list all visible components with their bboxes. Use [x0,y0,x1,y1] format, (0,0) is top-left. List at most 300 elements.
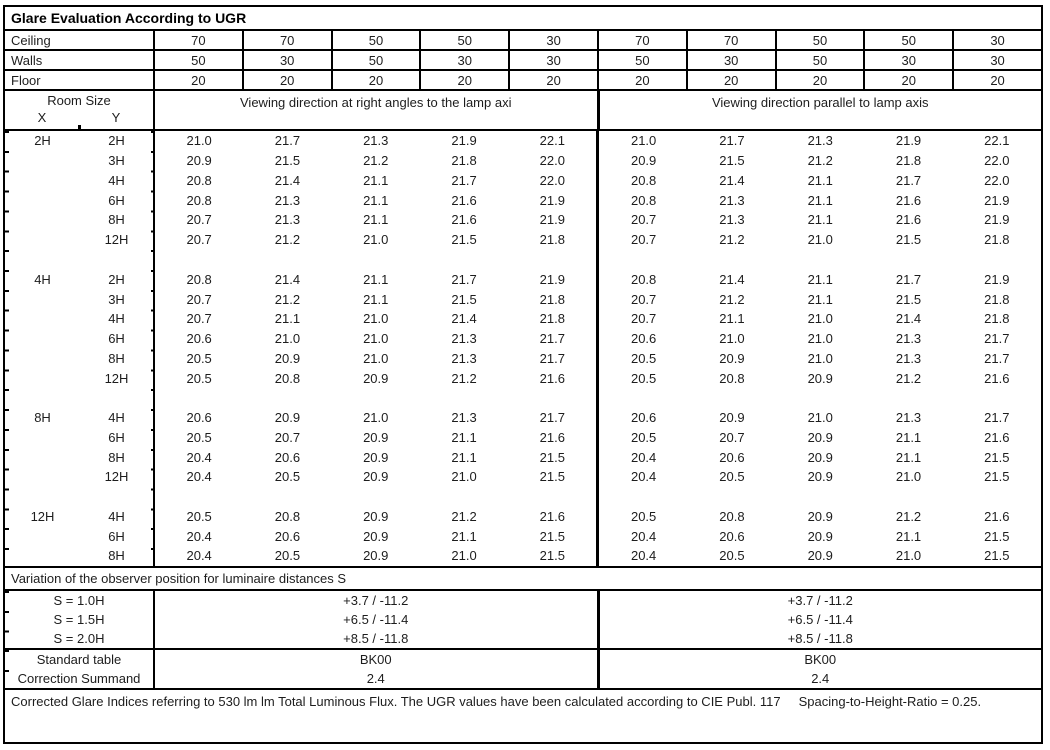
ugr-value: 21.5 [984,548,1010,564]
ugr-value: 20.7 [186,232,212,248]
ugr-value: 20.4 [186,528,212,544]
ugr-value: 20.9 [274,350,301,366]
ugr-value: 20.6 [630,331,657,347]
spacer-cell [599,388,687,408]
ugr-value: 21.3 [719,192,745,208]
variation-value-right: +3.7 / -11.2 [787,593,853,608]
ugr-value: 20.5 [630,350,657,366]
room-y-value: 8H [80,348,155,368]
ugr-value: 22.1 [508,131,599,151]
spacer-cell [155,250,243,270]
ugr-value: 21.0 [807,410,833,426]
ugr-value: 21.0 [363,311,389,327]
spacer-cell [508,487,599,507]
variation-value-left: +3.7 / -11.2 [155,591,600,610]
ugr-value: 21.7 [719,133,745,149]
ugr-value: 21.3 [895,350,922,366]
spacer-cell [776,487,864,507]
group-spacer-row [5,487,1041,507]
ugr-value: 20.8 [630,172,657,188]
ugr-value: 21.1 [719,311,745,327]
ugr-value: 21.0 [895,469,922,485]
ugr-value: 20.5 [274,469,301,485]
spacer-cell [864,487,952,507]
ugr-value: 21.0 [363,331,389,347]
ugr-value: 21.6 [451,192,477,208]
ugr-value: 21.6 [508,427,599,447]
ugr-value: 20.7 [186,291,212,307]
room-y-value: 8H [80,447,155,467]
surface-label: Ceiling [5,31,155,49]
ugr-value: 20.9 [719,350,745,366]
ugr-value: 21.5 [508,546,599,566]
observer-variation-section [5,591,1041,650]
ugr-row [5,230,1041,250]
ugr-value: 21.2 [274,291,301,307]
ugr-row [5,210,1041,230]
room-size-axis-labels [5,110,153,125]
ugr-value: 21.7 [451,271,477,287]
surface-value: 20 [244,71,333,89]
ugr-value: 21.1 [451,449,477,465]
room-size-y-label: Y [111,110,121,125]
ugr-value: 21.4 [895,311,922,327]
ugr-value: 20.6 [719,528,745,544]
ugr-value: 21.1 [895,449,922,465]
ugr-value: 21.2 [807,153,833,169]
room-y-value: 8H [80,210,155,230]
ugr-value: 20.9 [630,153,657,169]
ugr-value: 21.1 [895,429,922,445]
ugr-value: 21.1 [363,172,389,188]
ugr-value: 21.5 [895,291,922,307]
ugr-value: 20.5 [630,370,657,386]
spacer-cell [5,250,80,270]
ugr-value: 21.4 [274,271,301,287]
ugr-value: 21.2 [363,153,389,169]
surface-value: 30 [510,51,599,69]
ugr-value: 20.8 [274,508,301,524]
page-title: Glare Evaluation According to UGR [5,7,1041,31]
surface-value: 70 [688,31,777,49]
ugr-value: 20.7 [186,311,212,327]
ugr-row [5,546,1041,566]
room-y-value: 4H [80,171,155,191]
surface-value: 20 [421,71,510,89]
ugr-value: 20.5 [186,508,212,524]
table-header-row [5,91,1041,131]
ugr-value: 21.3 [274,192,301,208]
surface-value: 30 [865,51,954,69]
ugr-row [5,289,1041,309]
ugr-value: 21.1 [807,192,833,208]
ugr-value: 21.8 [508,289,599,309]
ugr-value: 20.7 [630,291,657,307]
ugr-value: 22.0 [984,172,1010,188]
ugr-value: 21.6 [508,507,599,527]
ugr-value: 21.0 [451,469,477,485]
ugr-value: 20.5 [630,508,657,524]
ugr-value: 21.1 [363,291,389,307]
room-x-value [5,526,80,546]
ugr-value: 21.2 [451,370,477,386]
ugr-value: 20.9 [363,528,389,544]
ugr-value: 20.4 [186,449,212,465]
spacer-cell [80,388,155,408]
ugr-value: 21.3 [451,331,477,347]
ugr-value: 21.5 [508,467,599,487]
spacer-cell [688,250,776,270]
room-x-value [5,309,80,329]
spacer-cell [508,250,599,270]
spacer-cell [332,250,420,270]
ugr-value: 22.0 [984,153,1010,169]
room-x-value [5,190,80,210]
surface-value: 30 [688,51,777,69]
ugr-value: 21.0 [363,232,389,248]
surface-label: Floor [5,71,155,89]
ugr-value: 21.1 [807,271,833,287]
spacer-cell [5,487,80,507]
room-x-value: 8H [34,410,51,426]
ugr-row [5,151,1041,171]
ugr-report-table [3,5,1043,744]
ugr-value: 21.1 [363,271,389,287]
surface-value: 30 [421,51,510,69]
ugr-value: 21.2 [895,508,922,524]
ugr-value: 21.7 [984,331,1010,347]
ugr-value: 21.7 [508,348,599,368]
ugr-value: 21.8 [508,230,599,250]
footer-note: Corrected Glare Indices referring to 530 lm lm Total Luminous Flux. The UGR values have been calculated according to CIE Publ. 117 Spacing-to-Height-Ratio = 0.25. [11,694,982,709]
ugr-value: 22.0 [508,171,599,191]
room-x-value [5,230,80,250]
ugr-value: 21.2 [719,232,745,248]
surface-reflectance-section [5,31,1041,91]
ugr-value: 21.0 [186,133,212,149]
ugr-value: 21.6 [984,370,1010,386]
ugr-value: 21.1 [807,291,833,307]
ugr-row [5,131,1041,151]
ugr-value: 21.0 [807,331,833,347]
ugr-value: 20.5 [186,350,212,366]
group-spacer-row [5,250,1041,270]
variation-value-right: +6.5 / -11.4 [787,612,853,627]
ugr-value: 20.4 [630,548,657,564]
ugr-value: 21.2 [719,291,745,307]
ugr-value: 20.5 [274,548,301,564]
ugr-row [5,368,1041,388]
room-y-value: 4H [80,507,155,527]
ugr-value: 20.4 [630,469,657,485]
ugr-value: 21.7 [895,271,922,287]
ugr-value: 20.7 [630,311,657,327]
ugr-value: 20.8 [630,271,657,287]
spacer-cell [508,388,599,408]
ugr-value: 21.5 [508,526,599,546]
ugr-value: 20.6 [630,410,657,426]
ugr-row [5,447,1041,467]
ugr-value: 21.7 [508,408,599,428]
luminaire-distance-label: S = 1.0H [5,591,155,610]
ugr-value: 20.5 [630,429,657,445]
ugr-value: 21.3 [895,410,922,426]
ugr-value: 21.9 [508,210,599,230]
room-y-value: 2H [80,269,155,289]
ugr-value: 20.9 [807,528,833,544]
ugr-value: 21.9 [984,192,1010,208]
ugr-value: 20.9 [807,548,833,564]
ugr-value: 20.8 [630,192,657,208]
ugr-value: 21.5 [984,528,1010,544]
ugr-value: 20.6 [274,449,301,465]
variation-value-right: +8.5 / -11.8 [787,631,853,646]
surface-value: 20 [777,71,866,89]
ugr-value: 21.7 [895,172,922,188]
spacer-cell [332,388,420,408]
room-y-value: 12H [80,467,155,487]
luminaire-distance-label: S = 2.0H [5,629,155,648]
room-x-value [5,348,80,368]
ugr-value: 20.9 [186,153,212,169]
ugr-value: 21.1 [807,172,833,188]
ugr-value: 21.4 [451,311,477,327]
spacer-cell [688,388,776,408]
room-y-value: 6H [80,427,155,447]
room-x-value [5,289,80,309]
room-x-value [5,368,80,388]
ugr-value: 21.4 [719,271,745,287]
ugr-value: 20.7 [630,232,657,248]
summary-value-right: 2.4 [811,671,830,686]
surface-value: 20 [155,71,244,89]
room-y-value: 3H [80,289,155,309]
ugr-value: 21.3 [895,331,922,347]
ugr-value: 21.5 [274,153,301,169]
ugr-value: 21.6 [895,212,922,228]
ugr-value: 20.4 [630,449,657,465]
room-x-value: 2H [34,133,51,149]
variation-value-left: +6.5 / -11.4 [155,610,600,629]
ugr-value: 21.1 [363,212,389,228]
ugr-value: 20.8 [274,370,301,386]
ugr-value: 20.5 [186,370,212,386]
surface-value: 30 [990,52,1005,68]
room-size-header [5,91,155,129]
spacer-cell [420,487,508,507]
surface-value: 20 [990,72,1005,88]
summary-label: Standard table [5,650,155,669]
ugr-value: 20.6 [186,331,212,347]
ugr-value: 21.2 [895,370,922,386]
room-y-value: 6H [80,190,155,210]
ugr-value: 21.6 [984,429,1010,445]
ugr-value: 21.2 [451,508,477,524]
ugr-value: 20.9 [807,429,833,445]
spacer-cell [332,487,420,507]
ugr-value: 20.5 [186,429,212,445]
spacer-cell [599,250,687,270]
surface-row [5,51,1041,71]
ugr-row [5,507,1041,527]
ugr-value: 20.7 [630,212,657,228]
ugr-value: 20.4 [186,469,212,485]
surface-value: 70 [599,31,688,49]
spacer-cell [953,250,1041,270]
room-x-value [5,447,80,467]
ugr-row [5,526,1041,546]
ugr-value: 20.6 [186,410,212,426]
ugr-value: 22.0 [508,151,599,171]
spacer-cell [776,388,864,408]
spacer-cell [599,487,687,507]
ugr-value: 20.8 [186,192,212,208]
xy-divider-tick [78,125,81,129]
luminaire-distance-label: S = 1.5H [5,610,155,629]
ugr-value: 20.5 [719,548,745,564]
surface-value: 20 [333,71,422,89]
ugr-value: 21.2 [274,232,301,248]
surface-value: 50 [155,51,244,69]
spacer-cell [80,250,155,270]
ugr-value: 20.7 [719,429,745,445]
ugr-value: 21.9 [895,133,922,149]
ugr-value: 21.7 [984,410,1010,426]
ugr-value: 21.4 [719,172,745,188]
surface-value: 50 [333,51,422,69]
room-x-value [5,329,80,349]
ugr-value: 21.9 [451,133,477,149]
ugr-value: 21.1 [451,429,477,445]
ugr-value: 21.8 [895,153,922,169]
room-x-value [5,171,80,191]
surface-value: 50 [599,51,688,69]
ugr-value: 20.9 [363,429,389,445]
room-size-label: Room Size [47,93,111,108]
surface-value: 20 [599,71,688,89]
ugr-value: 21.9 [508,269,599,289]
ugr-value: 20.9 [807,370,833,386]
surface-row [5,71,1041,91]
ugr-value: 20.9 [363,508,389,524]
ugr-value: 21.5 [451,232,477,248]
room-x-value [5,427,80,447]
room-y-value: 4H [80,309,155,329]
surface-value: 20 [865,71,954,89]
spacer-cell [420,388,508,408]
room-y-value: 2H [80,131,155,151]
spacer-cell [5,388,80,408]
variation-heading: Variation of the observer position for luminaire distances S [5,568,1041,591]
ugr-value: 21.1 [807,212,833,228]
ugr-value: 22.1 [984,133,1010,149]
ugr-value: 21.8 [508,309,599,329]
ugr-row [5,467,1041,487]
room-y-value: 12H [80,368,155,388]
ugr-value: 20.9 [807,449,833,465]
ugr-value: 20.9 [363,469,389,485]
ugr-value: 21.4 [274,172,301,188]
ugr-value: 21.7 [984,350,1010,366]
summary-value-left: 2.4 [155,669,600,688]
ugr-value: 20.9 [719,410,745,426]
ugr-value: 20.6 [719,449,745,465]
variation-row [5,591,1041,610]
summary-row [5,669,1041,688]
spacer-cell [155,487,243,507]
room-y-value: 6H [80,526,155,546]
ugr-value: 20.9 [807,508,833,524]
summary-value-left: BK00 [155,650,600,669]
surface-row [5,31,1041,51]
viewing-direction-left-header: Viewing direction at right angles to the lamp axi [155,91,600,129]
variation-row [5,629,1041,648]
ugr-row [5,171,1041,191]
spacer-cell [243,250,331,270]
surface-value: 50 [777,51,866,69]
spacer-cell [688,487,776,507]
ugr-value: 21.7 [274,133,301,149]
ugr-value: 21.5 [984,449,1010,465]
ugr-row [5,309,1041,329]
ugr-value: 20.9 [363,548,389,564]
ugr-value: 21.0 [630,133,657,149]
ugr-value: 20.7 [186,212,212,228]
ugr-value: 21.8 [984,311,1010,327]
surface-value: 70 [244,31,333,49]
ugr-value: 21.5 [508,447,599,467]
ugr-value: 21.0 [895,548,922,564]
ugr-row [5,190,1041,210]
ugr-value: 21.0 [363,350,389,366]
ugr-value: 21.9 [984,212,1010,228]
summary-row [5,650,1041,669]
ugr-value: 21.3 [363,133,389,149]
ugr-value: 21.6 [984,508,1010,524]
ugr-value: 21.0 [363,410,389,426]
variation-row [5,610,1041,629]
spacer-cell [420,250,508,270]
ugr-value: 21.6 [451,212,477,228]
ugr-value: 21.7 [508,329,599,349]
ugr-value: 21.0 [719,331,745,347]
ugr-value: 21.3 [451,350,477,366]
ugr-value: 20.8 [719,370,745,386]
ugr-value: 21.3 [719,212,745,228]
surface-value: 50 [865,31,954,49]
ugr-value: 20.5 [719,469,745,485]
ugr-value: 21.0 [451,548,477,564]
ugr-value: 21.9 [984,271,1010,287]
ugr-value: 21.3 [807,133,833,149]
group-spacer-row [5,388,1041,408]
ugr-row [5,329,1041,349]
surface-value: 50 [421,31,510,49]
ugr-row [5,427,1041,447]
ugr-value: 20.8 [186,172,212,188]
ugr-value: 21.0 [807,350,833,366]
room-y-value: 12H [80,230,155,250]
ugr-value: 20.9 [363,449,389,465]
ugr-value: 21.5 [451,291,477,307]
surface-value: 30 [510,31,599,49]
ugr-value: 21.7 [451,172,477,188]
surface-value: 70 [155,31,244,49]
ugr-value: 20.4 [186,548,212,564]
surface-label: Walls [5,51,155,69]
ugr-value: 20.4 [630,528,657,544]
ugr-value: 21.9 [508,190,599,210]
